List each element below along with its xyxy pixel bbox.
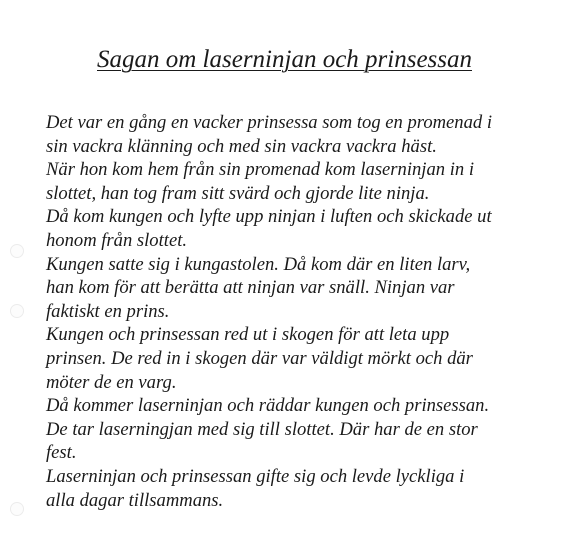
story-line: slottet, han tog fram sitt svärd och gjorde lite ninja.	[46, 182, 430, 204]
story-line: De tar laserningjan med sig till slottet. Där har de en stor	[46, 418, 478, 440]
story-title: Sagan om laserninjan och prinsessan	[97, 46, 472, 73]
story-line: sin vackra klänning och med sin vackra vackra häst.	[46, 135, 437, 157]
story-line: alla dagar tillsammans.	[46, 489, 224, 511]
story-line: fest.	[46, 442, 77, 464]
story-line: prinsen. De red in i skogen där var väldigt mörkt och där	[46, 347, 473, 369]
story-line: faktiskt en prins.	[46, 300, 170, 322]
story-line: möter de en varg.	[46, 371, 177, 393]
story-line: När hon kom hem från sin promenad kom laserninjan in i	[46, 159, 474, 181]
story-line: Laserninjan och prinsessan gifte sig och levde lyckliga i	[46, 465, 465, 487]
story-line: Då kom kungen och lyfte upp ninjan i luften och skickade ut	[46, 206, 492, 228]
story-line: Det var en gång en vacker prinsessa som tog en promenad i	[46, 112, 492, 133]
punch-hole-mark	[10, 304, 24, 318]
punch-hole-mark	[10, 502, 24, 516]
story-line: han kom för att berätta att ninjan var snäll. Ninjan var	[46, 277, 455, 299]
story-line: honom från slottet.	[46, 229, 188, 251]
story-line: Kungen satte sig i kungastolen. Då kom där en liten larv,	[46, 253, 471, 275]
punch-hole-mark	[10, 244, 24, 258]
story-line: Då kommer laserninjan och räddar kungen och prinsessan.	[46, 395, 490, 417]
story-line: Kungen och prinsessan red ut i skogen för att leta upp	[46, 324, 450, 346]
story-body	[46, 111, 566, 512]
